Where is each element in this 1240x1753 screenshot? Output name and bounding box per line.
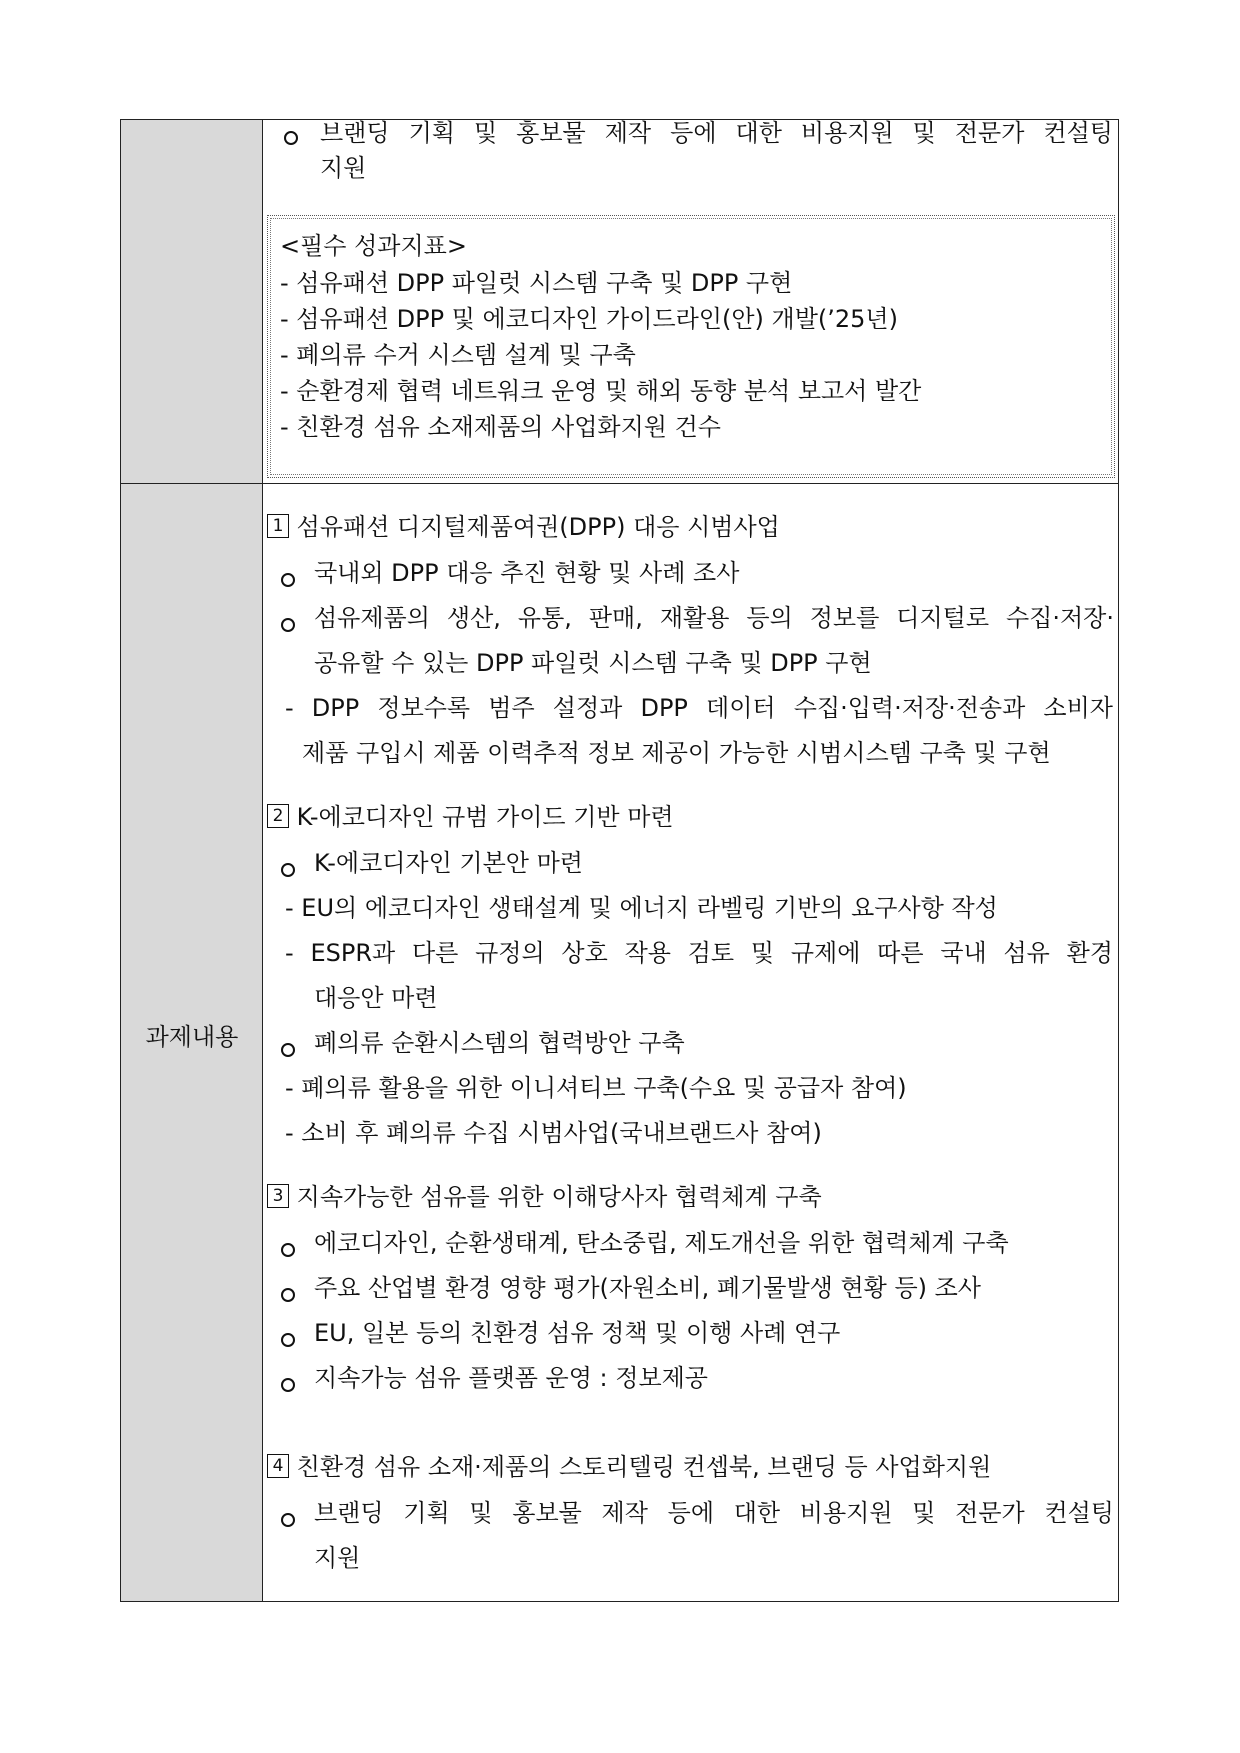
bullet-icon	[281, 1043, 295, 1057]
bullet-icon	[284, 131, 298, 145]
section-line: 에코디자인, 순환생태계, 탄소중립, 제도개선을 위한 협력체계 구축	[314, 1229, 1009, 1257]
kpi-item: - 섬유패션 DPP 파일럿 시스템 구축 및 DPP 구현	[280, 269, 793, 297]
section-line-continuation: 지원	[314, 1544, 361, 1572]
section-line: 국내외 DPP 대응 추진 현황 및 사례 조사	[314, 559, 740, 587]
section-sub-line: - ESPR과 다른 규정의 상호 작용 검토 및 규제에 따른 국내 섬유 환경	[285, 939, 1113, 967]
section-line: 섬유제품의 생산, 유통, 판매, 재활용 등의 정보를 디지털로 수집·저장·	[314, 604, 1114, 632]
section-heading	[267, 510, 780, 544]
section-heading	[267, 1450, 991, 1484]
bullet-icon	[281, 1378, 295, 1392]
top-bullet-line: 브랜딩 기획 및 홍보물 제작 등에 대한 비용지원 및 전문가 컨설팅	[320, 119, 1113, 147]
section-title: 친환경 섬유 소재·제품의 스토리텔링 컨셉북, 브랜딩 등 사업화지원	[296, 1453, 992, 1481]
bullet-icon	[281, 1288, 295, 1302]
section-title: K-에코디자인 규범 가이드 기반 마련	[296, 803, 674, 831]
section-title: 섬유패션 디지털제품여권(DPP) 대응 시범사업	[296, 513, 780, 541]
section-title: 지속가능한 섬유를 위한 이해당사자 협력체계 구축	[296, 1183, 822, 1211]
bullet-icon	[281, 1333, 295, 1347]
section-number-box: 1	[267, 514, 289, 538]
section-line: 지속가능 섬유 플랫폼 운영 : 정보제공	[314, 1364, 708, 1392]
section-sub-line-continuation: 제품 구입시 제품 이력추적 정보 제공이 가능한 시범시스템 구축 및 구현	[302, 739, 1051, 767]
kpi-title: <필수 성과지표>	[280, 232, 467, 260]
bullet-icon	[281, 618, 295, 632]
section-line: 브랜딩 기획 및 홍보물 제작 등에 대한 비용지원 및 전문가 컨설팅	[314, 1499, 1114, 1527]
top-bullet-continuation: 지원	[320, 154, 367, 182]
section-line: K-에코디자인 기본안 마련	[314, 849, 583, 877]
section-number-box: 2	[267, 804, 289, 828]
section-sub-line: - 폐의류 활용을 위한 이니셔티브 구축(수요 및 공급자 참여)	[285, 1074, 907, 1102]
section-sub-line: - DPP 정보수록 범주 설정과 DPP 데이터 수집·입력·저장·전송과 소비자	[285, 694, 1113, 722]
section-sub-line: - 소비 후 폐의류 수집 시범사업(국내브랜드사 참여)	[285, 1119, 822, 1147]
section-heading	[267, 800, 674, 834]
bullet-icon	[281, 573, 295, 587]
kpi-item: - 친환경 섬유 소재제품의 사업화지원 건수	[280, 413, 721, 441]
section-heading	[267, 1180, 822, 1214]
kpi-item: - 순환경제 협력 네트워크 운영 및 해외 동향 분석 보고서 발간	[280, 377, 922, 405]
section-line: 폐의류 순환시스템의 협력방안 구축	[314, 1029, 685, 1057]
section-number-box: 4	[267, 1454, 289, 1478]
kpi-item: - 섬유패션 DPP 및 에코디자인 가이드라인(안) 개발(’25년)	[280, 305, 898, 333]
bullet-icon	[281, 1243, 295, 1257]
section-sub-line-continuation: 대응안 마련	[314, 984, 438, 1012]
bullet-icon	[281, 1513, 295, 1527]
label-column	[121, 120, 263, 1601]
section-line: 주요 산업별 환경 영향 평가(자원소비, 폐기물발생 현황 등) 조사	[314, 1274, 981, 1302]
section-line: EU, 일본 등의 친환경 섬유 정책 및 이행 사례 연구	[314, 1319, 841, 1347]
bullet-icon	[281, 863, 295, 877]
content-table	[120, 119, 1119, 1602]
section-number-box: 3	[267, 1184, 289, 1208]
kpi-item: - 폐의류 수거 시스템 설계 및 구축	[280, 341, 636, 369]
row-label-task-content: 과제내용	[145, 1023, 239, 1051]
section-line-continuation: 공유할 수 있는 DPP 파일럿 시스템 구축 및 DPP 구현	[314, 649, 872, 677]
kpi-box	[267, 215, 1115, 478]
section-sub-line: - EU의 에코디자인 생태설계 및 에너지 라벨링 기반의 요구사항 작성	[285, 894, 998, 922]
row-divider	[121, 483, 1118, 484]
